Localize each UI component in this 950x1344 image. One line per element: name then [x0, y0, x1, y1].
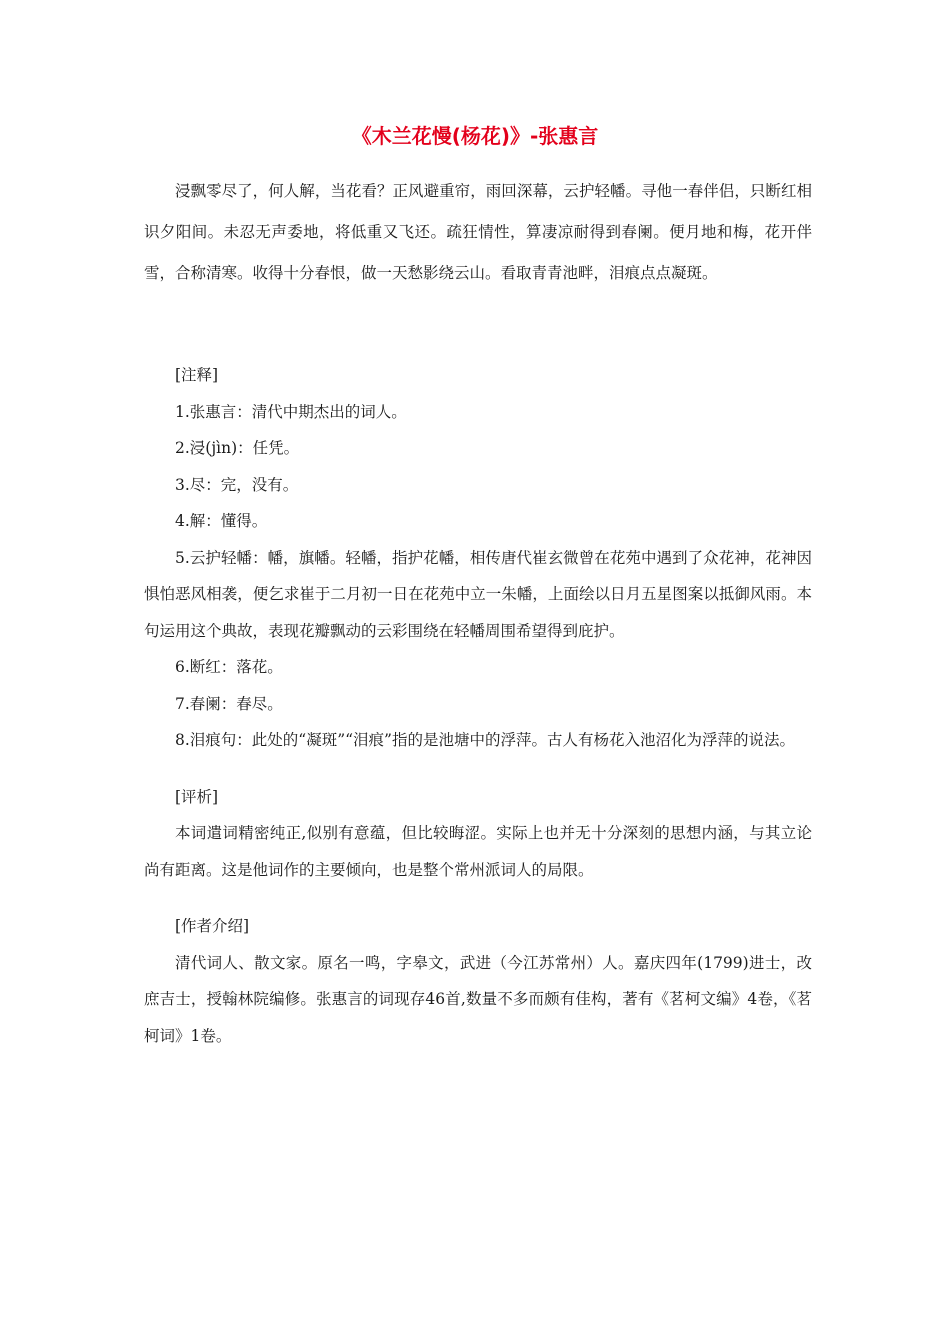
- note-item: 4.解：懂得。: [175, 512, 268, 530]
- poem-section: [144, 171, 812, 294]
- note-item: 6.断红：落花。: [175, 658, 283, 676]
- note-item: 2.浸(jìn)：任凭。: [175, 439, 300, 457]
- review-text: 本词遣词精密纯正,似别有意蕴，但比较晦涩。实际上也并无十分深刻的思想内涵，与其立论尚有距离。这是他词作的主要倾向，也是整个常州派词人的局限。: [144, 824, 812, 879]
- review-heading: [评析]: [175, 787, 219, 806]
- note-item: 8.泪痕句：此处的“凝斑”“泪痕”指的是池塘中的浮萍。古人有杨花入池沼化为浮萍的说法。: [175, 731, 795, 749]
- note-item: 3.尽：完，没有。: [175, 475, 299, 494]
- commentary-section: [144, 357, 812, 1054]
- section-spacer: [144, 888, 812, 908]
- notes-heading: [注释]: [175, 366, 219, 384]
- poem-text: 浸飘零尽了，何人解，当花看？正风避重帘，雨回深幕，云护轻幡。寻他一春伴侣，只断红相识夕阳间。未忍无声委地，将低重又飞还。疏狂情性，算凄凉耐得到春阑。便月地和梅，花开伴雪，合称清寒。收得十分春恨，做一天愁影绕云山。看取青青池畔，泪痕点点凝斑。: [144, 182, 812, 282]
- section-spacer: [144, 759, 812, 779]
- author-text: 清代词人、散文家。原名一鸣，字皋文，武进（今江苏常州）人。嘉庆四年(1799)进士，改庶吉士，授翰林院编修。张惠言的词现存46首,数量不多而颇有佳构，著有《茗柯文编》4卷，《茗柯词》1卷。: [144, 953, 812, 1045]
- author-heading: [作者介绍]: [175, 917, 250, 935]
- note-item: 7.春阑：春尽。: [175, 694, 283, 713]
- note-item: 5.云护轻幡：幡，旗幡。轻幡，指护花幡，相传唐代崔玄微曾在花苑中遇到了众花神，花神因惧怕恶风相袭，便乞求崔于二月初一日在花苑中立一朱幡，上面绘以日月五星图案以抵御风雨。本句运用这个典故，表现花瓣飘动的云彩围绕在轻幡周围希望得到庇护。: [144, 548, 812, 640]
- document-title: 《木兰花慢(杨花)》-张惠言: [351, 124, 599, 148]
- note-item: 1.张惠言：清代中期杰出的词人。: [175, 402, 407, 421]
